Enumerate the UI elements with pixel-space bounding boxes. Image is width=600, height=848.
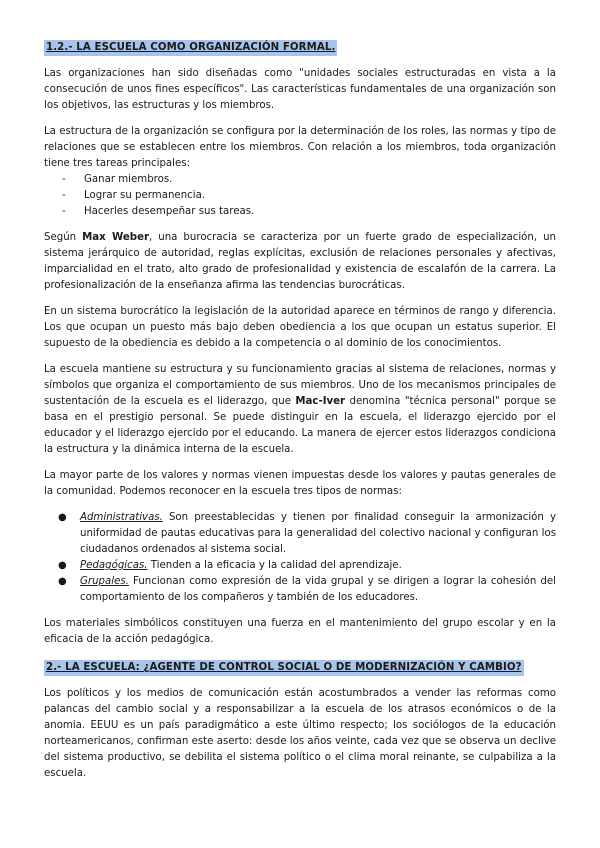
bullet-marker: ● [58, 560, 67, 571]
task-text: Hacerles desempeñar sus tareas. [84, 206, 255, 217]
paragraph-valores: La mayor parte de los valores y normas vienen impuestas desde los valores y pautas generales de la comunidad. Podemos reconocer en la escuela tres tipos de normas: [44, 470, 556, 497]
dash-marker: - [62, 174, 66, 185]
norm-term: Grupales. [80, 576, 129, 587]
norm-term: Administrativas. [80, 512, 163, 523]
norm-item [44, 574, 556, 606]
task-item [44, 172, 556, 188]
norm-text: Tienden a la eficacia y la calidad del aprendizaje. [147, 560, 402, 571]
author-name-maciver: Mac-Iver [295, 396, 346, 407]
dash-marker: - [62, 206, 66, 217]
task-item [44, 188, 556, 204]
text-run: La escuela mantiene su estructura y su funcionamiento gracias al sistema de relaciones, normas y símbolos que organiza el comportamiento de sus miembros. Uno de los mecanismos principales de sustentación de la escuela es el liderazgo, que [44, 364, 556, 407]
norms-list [44, 510, 556, 606]
author-name-weber: Max Weber [82, 232, 150, 243]
paragraph-organizaciones: Las organizaciones han sido diseñadas como "unidades sociales estructuradas en vista a la consecución de unos fines específicos". Las características fundamentales de una organización son los objetivos, las estructuras y los miembros. [44, 68, 556, 111]
task-text: Lograr su permanencia. [84, 190, 206, 201]
dash-marker: - [62, 190, 66, 201]
task-list [44, 172, 556, 220]
paragraph-estructura: La estructura de la organización se configura por la determinación de los roles, las normas y tipo de relaciones que se establecen entre los miembros. Con relación a los miembros, toda organización tiene tres tareas principales: [44, 126, 556, 169]
section-heading-1-2: 1.2.- LA ESCUELA COMO ORGANIZACIÓN FORMAL. [44, 40, 337, 56]
task-text: Ganar miembros. [84, 174, 173, 185]
task-item [44, 204, 556, 220]
norm-item [44, 558, 556, 574]
norm-term: Pedagógicas. [80, 560, 148, 571]
document-page [44, 40, 556, 792]
norm-text: Son preestablecidas y tienen por finalidad conseguir la armonización y uniformidad de pautas educativas para la generalidad del colectivo nacional y configuran los ciudadanos ordenados al sistema social. [80, 512, 556, 555]
text-run: Según [44, 232, 83, 243]
bullet-marker: ● [58, 512, 67, 523]
paragraph-weber [44, 230, 556, 294]
paragraph-burocratico: En un sistema burocrático la legislación de la autoridad aparece en términos de rango y diferencia. Los que ocupan un puesto más bajo deben obediencia a los que ocupan un estatus superior. El supuesto de la obediencia es debido a la competencia o al dominio de los conocimientos. [44, 306, 556, 349]
norm-text: Funcionan como expresión de la vida grupal y se dirigen a lograr la cohesión del comportamiento de los compañeros y también de los educadores. [80, 576, 556, 603]
bullet-marker: ● [58, 576, 67, 587]
paragraph-politicos: Los políticos y los medios de comunicación están acostumbrados a vender las reformas como palancas del cambio social y a responsabilizar a la escuela de los atrasos económicos o de la anomia. EEUU es un país paradigmático a este último respecto; los sociólogos de la educación norteamericanos, confirman este aserto: desde los años veinte, cada vez que se observa un declive del sistema productivo, se debilita el sistema político o el clima moral reinante, se culpabiliza a la escuela. [44, 688, 556, 779]
section-heading-2: 2.- LA ESCUELA: ¿AGENTE DE CONTROL SOCIAL O DE MODERNIZACIÓN Y CAMBIO? [44, 660, 524, 676]
paragraph-simbolicos: Los materiales simbólicos constituyen una fuerza en el mantenimiento del grupo escolar y en la eficacia de la acción pedagógica. [44, 618, 556, 645]
text-run: denomina "técnica personal" porque se basa en el prestigio personal. Se puede distinguir en la escuela, el liderazgo ejercido por el educador y el liderazgo ejercido por el educando. La manera de ejercer estos liderazgos condiciona la estructura y la dinámica interna de la escuela. [44, 396, 556, 455]
norm-item [44, 510, 556, 558]
text-run: , una burocracia se caracteriza por un fuerte grado de especialización, un sistema jerárquico de autoridad, reglas explícitas, exclusión de relaciones personales y afectivas, imparcialidad en el trato, alto grado de profesionalidad y existencia de escalafón de la carrera. La profesionalización de la enseñanza afirma las tendencias burocráticas. [44, 232, 556, 291]
paragraph-liderazgo [44, 362, 556, 458]
